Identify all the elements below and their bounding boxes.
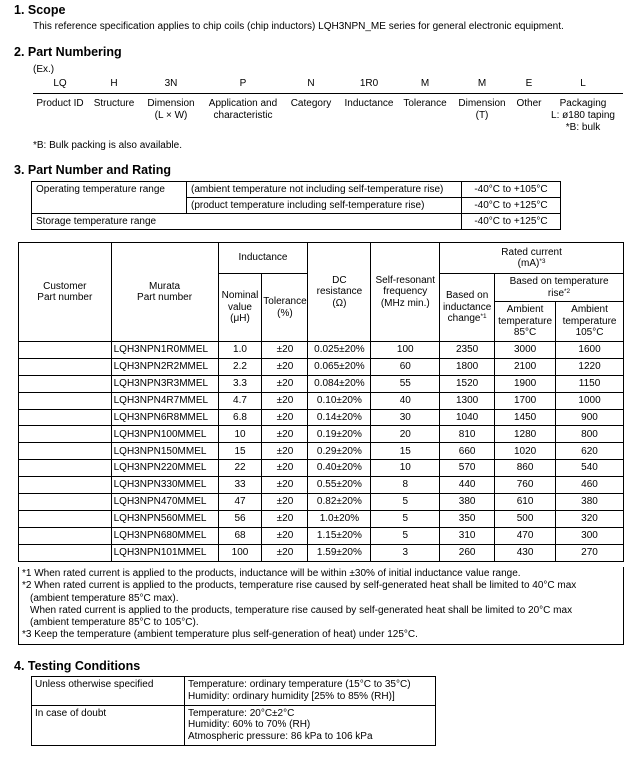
murata-part-number: LQH3NPN2R2MMEL: [111, 358, 218, 375]
header-rated-text: Rated current (mA): [501, 246, 562, 269]
note-2: *2 When rated current is applied to the products, temperature rise caused by self-generated heat shall be limited to 40°C max: [22, 580, 577, 592]
header-murata: Murata Part number: [111, 243, 218, 342]
testing-line: Temperature: ordinary temperature (15°C to 35°C): [188, 679, 411, 690]
customer-part-number: [19, 409, 112, 426]
rated-current-105c: 460: [556, 477, 624, 494]
footnote-ref: *2: [564, 287, 571, 295]
part-code-label: Tolerance: [403, 98, 447, 109]
rated-current-85c: 1900: [495, 375, 556, 392]
rated-current-85c: 860: [495, 460, 556, 477]
nominal-value: 22: [218, 460, 262, 477]
rated-current-105c: 1000: [556, 392, 624, 409]
murata-part-number: LQH3NPN100MMEL: [111, 426, 218, 443]
header-dc-resistance: DC resistance (Ω): [308, 243, 371, 342]
rated-current-85c: 500: [495, 510, 556, 527]
note-3: *3 Keep the temperature (ambient temperature plus self-generation of heat) under 125°C.: [22, 629, 418, 641]
testing-line: Humidity: 60% to 70% (RH): [188, 719, 311, 731]
dc-resistance: 0.19±20%: [308, 426, 371, 443]
rated-current-85c: 1700: [495, 392, 556, 409]
nominal-value: 6.8: [218, 409, 262, 426]
section-heading-rating: 3. Part Number and Rating: [14, 163, 171, 177]
header-inductance: Inductance: [218, 243, 308, 274]
example-label: (Ex.): [33, 64, 55, 75]
table-row: [32, 214, 561, 230]
self-resonant-frequency: 30: [371, 409, 440, 426]
table-row: [19, 426, 624, 443]
header-ambient-85: Ambient temperature 85°C: [495, 302, 556, 342]
self-resonant-frequency: 15: [371, 443, 440, 460]
customer-part-number: [19, 426, 112, 443]
murata-part-number: LQH3NPN3R3MMEL: [111, 375, 218, 392]
header-ambient-105: Ambient temperature 105°C: [556, 302, 624, 342]
part-code: P: [239, 78, 247, 89]
rating-table: [18, 242, 624, 562]
part-code: 3N: [164, 78, 178, 89]
murata-part-number: LQH3NPN1R0MMEL: [111, 342, 218, 359]
self-resonant-frequency: 3: [371, 544, 440, 561]
part-code: E: [525, 78, 533, 89]
rated-current-105c: 540: [556, 460, 624, 477]
dc-resistance: 0.065±20%: [308, 358, 371, 375]
table-row: [19, 544, 624, 561]
dc-resistance: 1.15±20%: [308, 527, 371, 544]
condition-desc: (ambient temperature not including self-temperature rise): [187, 182, 462, 198]
tolerance: ±20: [262, 426, 308, 443]
note-2-cont: (ambient temperature 85°C max).: [30, 592, 179, 604]
table-row: [19, 392, 624, 409]
rated-current-inductance: 810: [440, 426, 495, 443]
part-code: 1R0: [359, 78, 379, 89]
nominal-value: 100: [218, 544, 262, 561]
rated-current-inductance: 260: [440, 544, 495, 561]
rated-current-105c: 1600: [556, 342, 624, 359]
part-code-label: Packaging L: ø180 taping *B: bulk: [551, 98, 615, 133]
tolerance: ±20: [262, 358, 308, 375]
rated-current-105c: 320: [556, 510, 624, 527]
nominal-value: 10: [218, 426, 262, 443]
section-heading-testing: 4. Testing Conditions: [14, 659, 141, 673]
header-rated-current: [440, 243, 624, 274]
part-code-label: Dimension (T): [458, 98, 506, 121]
header-nominal: Nominal value (μH): [218, 274, 262, 342]
footnote-ref: *3: [539, 258, 546, 265]
dc-resistance: 0.10±20%: [308, 392, 371, 409]
testing-line: Temperature: 20°C±2°C: [188, 707, 295, 719]
rating-notes: [18, 567, 624, 645]
part-code-label: Inductance: [344, 98, 394, 109]
rated-current-105c: 900: [556, 409, 624, 426]
condition-value: -40°C to +125°C: [462, 214, 561, 230]
rating-table-body: [19, 342, 624, 562]
table-row: [32, 198, 561, 214]
part-code: N: [307, 78, 315, 89]
rated-current-inductance: 1520: [440, 375, 495, 392]
note-1: *1 When rated current is applied to the products, inductance will be within ±30% of initial inductance value range.: [22, 568, 521, 579]
table-row: [19, 358, 624, 375]
table-row: [19, 477, 624, 494]
rated-current-inductance: 350: [440, 510, 495, 527]
self-resonant-frequency: 20: [371, 426, 440, 443]
self-resonant-frequency: 60: [371, 358, 440, 375]
part-code: M: [420, 78, 430, 89]
testing-line: Humidity: ordinary humidity [25% to 85% (RH)]: [188, 690, 395, 702]
self-resonant-frequency: 5: [371, 510, 440, 527]
tolerance: ±20: [262, 443, 308, 460]
self-resonant-frequency: 10: [371, 460, 440, 477]
customer-part-number: [19, 443, 112, 460]
part-code: M: [477, 78, 487, 89]
condition-label: Storage temperature range: [32, 214, 462, 230]
section-heading-scope: 1. Scope: [14, 3, 66, 17]
tolerance: ±20: [262, 477, 308, 494]
tolerance: ±20: [262, 494, 308, 511]
nominal-value: 56: [218, 510, 262, 527]
table-row: [32, 677, 436, 706]
rated-current-105c: 380: [556, 494, 624, 511]
header-based-temperature: [495, 274, 624, 302]
customer-part-number: [19, 392, 112, 409]
tolerance: ±20: [262, 342, 308, 359]
murata-part-number: LQH3NPN680MMEL: [111, 527, 218, 544]
part-code: L: [580, 78, 586, 89]
dc-resistance: 0.82±20%: [308, 494, 371, 511]
table-row: [19, 342, 624, 359]
rated-current-inductance: 2350: [440, 342, 495, 359]
condition-value: -40°C to +105°C: [462, 182, 561, 198]
tolerance: ±20: [262, 527, 308, 544]
rated-current-85c: 1020: [495, 443, 556, 460]
testing-table: [31, 676, 436, 746]
scope-text: This reference specification applies to chip coils (chip inductors) LQH3NPN_ME series for general electronic equipment.: [33, 21, 564, 32]
rated-current-85c: 1450: [495, 409, 556, 426]
bulk-note: *B: Bulk packing is also available.: [33, 140, 182, 151]
table-row: [19, 460, 624, 477]
tolerance: ±20: [262, 409, 308, 426]
testing-label: In case of doubt: [32, 705, 185, 745]
nominal-value: 4.7: [218, 392, 262, 409]
note-2b-cont: (ambient temperature 85°C to 105°C).: [30, 617, 199, 629]
rated-current-85c: 760: [495, 477, 556, 494]
table-row: [32, 705, 436, 745]
table-row: [19, 510, 624, 527]
self-resonant-frequency: 8: [371, 477, 440, 494]
rated-current-inductance: 310: [440, 527, 495, 544]
rated-current-85c: 470: [495, 527, 556, 544]
rated-current-85c: 610: [495, 494, 556, 511]
customer-part-number: [19, 477, 112, 494]
table-row: [19, 494, 624, 511]
customer-part-number: [19, 460, 112, 477]
murata-part-number: LQH3NPN101MMEL: [111, 544, 218, 561]
header-based-temperature-text: Based on temperature rise: [509, 276, 609, 299]
condition-label: Operating temperature range: [32, 182, 187, 198]
rated-current-105c: 620: [556, 443, 624, 460]
tolerance: ±20: [262, 460, 308, 477]
nominal-value: 1.0: [218, 342, 262, 359]
customer-part-number: [19, 527, 112, 544]
rated-current-inductance: 380: [440, 494, 495, 511]
tolerance: ±20: [262, 392, 308, 409]
condition-desc: (product temperature including self-temperature rise): [187, 198, 462, 214]
rated-current-inductance: 1800: [440, 358, 495, 375]
part-code-label: Dimension (L × W): [147, 98, 195, 121]
customer-part-number: [19, 375, 112, 392]
rated-current-85c: 430: [495, 544, 556, 561]
header-tolerance: Tolerance (%): [262, 274, 308, 342]
dc-resistance: 0.40±20%: [308, 460, 371, 477]
rated-current-85c: 3000: [495, 342, 556, 359]
part-code: H: [110, 78, 118, 89]
note-2b: When rated current is applied to the products, temperature rise caused by self-generated heat shall be limited to 20°C max: [30, 604, 573, 616]
murata-part-number: LQH3NPN560MMEL: [111, 510, 218, 527]
tolerance: ±20: [262, 375, 308, 392]
dc-resistance: 0.084±20%: [308, 375, 371, 392]
rated-current-inductance: 660: [440, 443, 495, 460]
header-based-inductance-text: Based on inductance change: [442, 290, 492, 325]
customer-part-number: [19, 342, 112, 359]
rated-current-105c: 300: [556, 527, 624, 544]
rated-current-inductance: 1040: [440, 409, 495, 426]
dc-resistance: 1.0±20%: [308, 510, 371, 527]
table-header-row: [19, 243, 624, 274]
part-code: LQ: [53, 78, 67, 89]
table-row: [19, 375, 624, 392]
rated-current-105c: 1150: [556, 375, 624, 392]
nominal-value: 47: [218, 494, 262, 511]
header-based-inductance: [440, 274, 495, 342]
condition-label: [32, 198, 187, 214]
self-resonant-frequency: 100: [371, 342, 440, 359]
murata-part-number: LQH3NPN6R8MMEL: [111, 409, 218, 426]
dc-resistance: 1.59±20%: [308, 544, 371, 561]
rated-current-inductance: 570: [440, 460, 495, 477]
nominal-value: 15: [218, 443, 262, 460]
customer-part-number: [19, 544, 112, 561]
self-resonant-frequency: 55: [371, 375, 440, 392]
rated-current-105c: 270: [556, 544, 624, 561]
murata-part-number: LQH3NPN330MMEL: [111, 477, 218, 494]
murata-part-number: LQH3NPN220MMEL: [111, 460, 218, 477]
nominal-value: 68: [218, 527, 262, 544]
testing-value: [185, 677, 436, 706]
section-heading-part-numbering: 2. Part Numbering: [14, 45, 122, 59]
nominal-value: 33: [218, 477, 262, 494]
rated-current-85c: 2100: [495, 358, 556, 375]
tolerance: ±20: [262, 510, 308, 527]
dc-resistance: 0.025±20%: [308, 342, 371, 359]
customer-part-number: [19, 494, 112, 511]
header-self-resonant: Self-resonant frequency (MHz min.): [371, 243, 440, 342]
rated-current-inductance: 440: [440, 477, 495, 494]
self-resonant-frequency: 40: [371, 392, 440, 409]
murata-part-number: LQH3NPN470MMEL: [111, 494, 218, 511]
self-resonant-frequency: 5: [371, 527, 440, 544]
rated-current-105c: 800: [556, 426, 624, 443]
customer-part-number: [19, 358, 112, 375]
testing-value: [185, 705, 436, 745]
footnote-ref: *1: [480, 313, 487, 321]
dc-resistance: 0.55±20%: [308, 477, 371, 494]
table-row: [19, 409, 624, 426]
part-code-label: Structure: [93, 98, 135, 109]
murata-part-number: LQH3NPN4R7MMEL: [111, 392, 218, 409]
customer-part-number: [19, 510, 112, 527]
nominal-value: 3.3: [218, 375, 262, 392]
part-code-label: Product ID: [36, 98, 84, 109]
header-customer: Customer Part number: [19, 243, 112, 342]
table-row: [19, 443, 624, 460]
table-row: [32, 182, 561, 198]
nominal-value: 2.2: [218, 358, 262, 375]
part-code-label: Other: [516, 98, 542, 109]
divider-line: [33, 93, 623, 94]
rated-current-inductance: 1300: [440, 392, 495, 409]
temperature-range-table: [31, 181, 561, 230]
murata-part-number: LQH3NPN150MMEL: [111, 443, 218, 460]
testing-line: Atmospheric pressure: 86 kPa to 106 kPa: [188, 731, 373, 743]
dc-resistance: 0.14±20%: [308, 409, 371, 426]
rated-current-85c: 1280: [495, 426, 556, 443]
testing-label: Unless otherwise specified: [32, 677, 185, 706]
part-code-label: Application and characteristic: [208, 98, 278, 121]
condition-value: -40°C to +125°C: [462, 198, 561, 214]
table-row: [19, 527, 624, 544]
dc-resistance: 0.29±20%: [308, 443, 371, 460]
rated-current-105c: 1220: [556, 358, 624, 375]
tolerance: ±20: [262, 544, 308, 561]
self-resonant-frequency: 5: [371, 494, 440, 511]
part-code-label: Category: [290, 98, 332, 109]
